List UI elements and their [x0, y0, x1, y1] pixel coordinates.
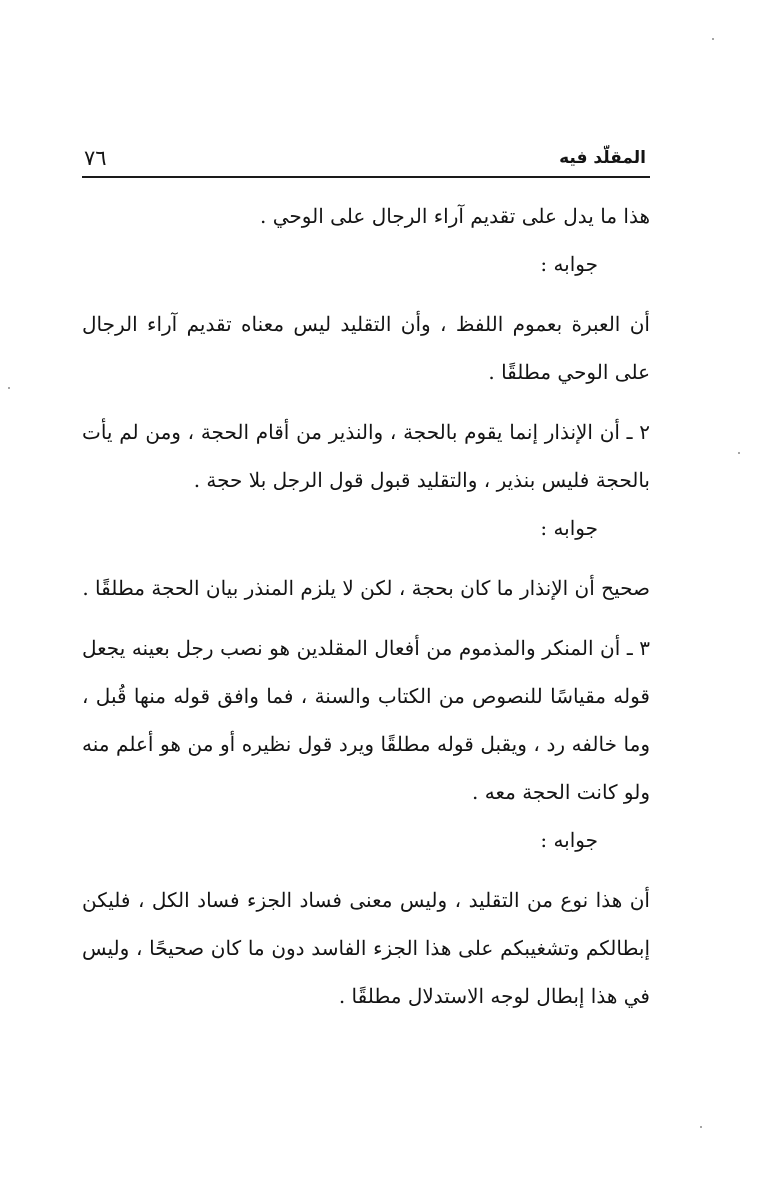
header-rule — [82, 176, 650, 178]
paragraph-6: أن هذا نوع من التقليد ، وليس معنى فساد الجزء فساد الكل ، فليكن إبطالكم وتشغيبكم على هذا الجزء الفاسد دون ما كان صحيحًا ، وليس في هذا إبطال لوجه الاستدلال مطلقًا . — [82, 888, 650, 1008]
paragraph-5: ٣ ـ أن المنكر والمذموم من أفعال المقلدين هو نصب رجل بعينه يجعل قوله مقياسًا للنصوص من الكتاب والسنة ، فما وافق قوله منها قُبل ، وما خالفه رد ، ويقبل قوله مطلقًا ويرد قول نظيره أو من هو أعلم منه ولو كانت الحجة معه . — [82, 636, 650, 804]
paragraph-1: هذا ما يدل على تقديم آراء الرجال على الوحي . — [260, 204, 650, 228]
paragraph-2: أن العبرة بعموم اللفظ ، وأن التقليد ليس معناه تقديم آراء الرجال على الوحي مطلقًا . — [82, 312, 650, 384]
page-body — [82, 192, 650, 1020]
answer-label-1: جوابه : — [540, 252, 598, 276]
paper-speck — [738, 452, 740, 454]
answer-label-2: جوابه : — [540, 516, 598, 540]
page-header — [82, 146, 650, 180]
paragraph-3: ٢ ـ أن الإنذار إنما يقوم بالحجة ، والنذير من أقام الحجة ، ومن لم يأت بالحجة فليس بنذير ، والتقليد قبول قول الرجل بلا حجة . — [82, 420, 650, 492]
paragraph-4: صحيح أن الإنذار ما كان بحجة ، لكن لا يلزم المنذر بيان الحجة مطلقًا . — [82, 576, 650, 600]
running-head: المقلّد فيه — [559, 148, 646, 168]
page-number: ٧٦ — [84, 146, 107, 170]
paper-speck — [700, 1126, 702, 1128]
answer-label-3: جوابه : — [540, 828, 598, 852]
paper-speck — [8, 387, 10, 389]
paper-speck — [712, 38, 714, 40]
